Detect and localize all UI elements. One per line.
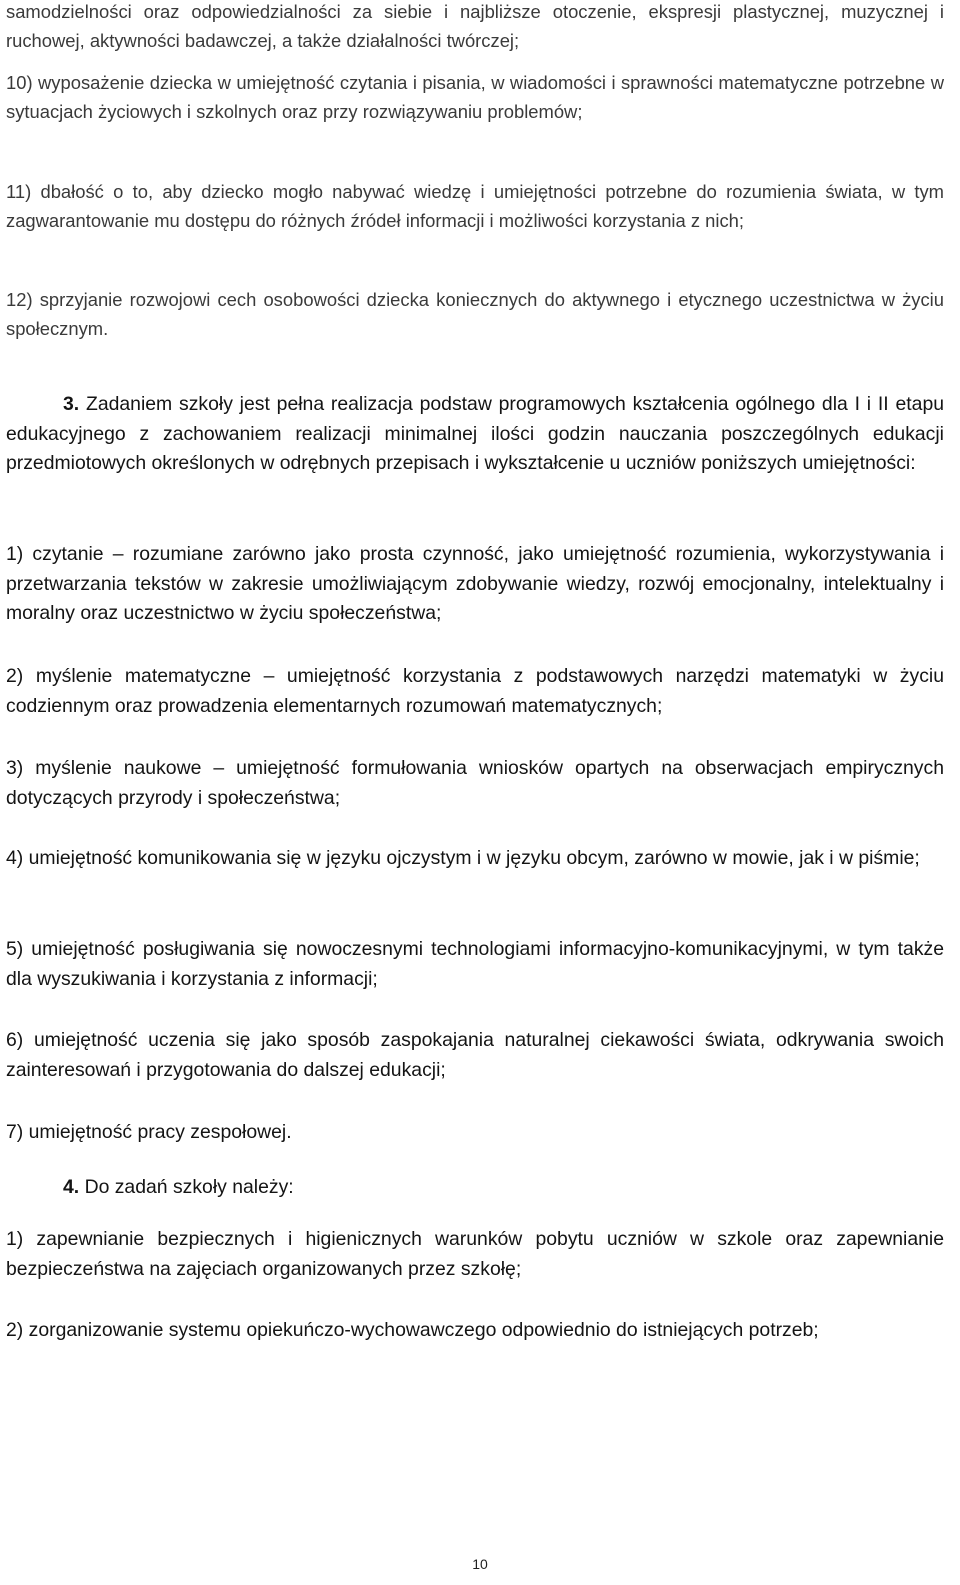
section-4-heading bbox=[6, 1173, 944, 1203]
skill-item-7: 7) umiejętność pracy zespołowej. bbox=[6, 1121, 292, 1143]
task-item-1: 1) zapewnianie bezpiecznych i higienicznych warunków pobytu uczniów w szkole oraz zapewnianie bezpieczeństwa na zajęciach organizowanych przez szkołę; bbox=[6, 1228, 944, 1280]
section-number-3: 3. bbox=[63, 393, 80, 415]
paragraph-continuation: samodzielności oraz odpowiedzialności za siebie i najbliższe otoczenie, ekspresji plastycznej, muzycznej i ruchowej, aktywności badawczej, a także działalności twórczej; bbox=[6, 1, 944, 51]
task-item-2: 2) zorganizowanie systemu opiekuńczo-wychowawczego odpowiednio do istniejących potrzeb; bbox=[6, 1319, 819, 1341]
section-4-text: Do zadań szkoły należy: bbox=[84, 1176, 294, 1198]
list-item-10: 10) wyposażenie dziecka w umiejętność czytania i pisania, w wiadomości i sprawności matematyczne potrzebne w sytuacjach życiowych i szkolnych oraz przy rozwiązywaniu problemów; bbox=[6, 72, 944, 122]
section-3-paragraph bbox=[6, 390, 944, 479]
section-number-4: 4. bbox=[63, 1176, 80, 1198]
skill-item-4: 4) umiejętność komunikowania się w języku ojczystym i w języku obcym, zarówno w mowie, jak i w piśmie; bbox=[6, 847, 920, 869]
skill-item-1: 1) czytanie – rozumiane zarówno jako prosta czynność, jako umiejętność rozumienia, wykorzystywania i przetwarzania tekstów w zakresie umożliwiającym zdobywanie wiedzy, rozwój emocjonalny, intelektualny i moralny oraz uczestnictwo w życiu społeczeństwa; bbox=[6, 543, 944, 624]
skill-item-5: 5) umiejętność posługiwania się nowoczesnymi technologiami informacyjno-komunikacyjnymi, w tym także dla wyszukiwania i korzystania z informacji; bbox=[6, 938, 944, 990]
skill-item-3: 3) myślenie naukowe – umiejętność formułowania wniosków opartych na obserwacjach empirycznych dotyczących przyrody i społeczeństwa; bbox=[6, 757, 944, 809]
skill-item-6: 6) umiejętność uczenia się jako sposób zaspokajania naturalnej ciekawości świata, odkrywania swoich zainteresowań i przygotowania do dalszej edukacji; bbox=[6, 1029, 944, 1081]
list-item-12: 12) sprzyjanie rozwojowi cech osobowości dziecka koniecznych do aktywnego i etycznego uczestnictwa w życiu społecznym. bbox=[6, 289, 944, 339]
page-number: 10 bbox=[472, 1556, 488, 1572]
list-item-11: 11) dbałość o to, aby dziecko mogło nabywać wiedzę i umiejętności potrzebne do rozumienia świata, w tym zagwarantowanie mu dostępu do różnych źródeł informacji i możliwości korzystania z nich; bbox=[6, 181, 944, 231]
skill-item-2: 2) myślenie matematyczne – umiejętność korzystania z podstawowych narzędzi matematyki w życiu codziennym oraz prowadzenia elementarnych rozumowań matematycznych; bbox=[6, 665, 944, 717]
section-3-text: Zadaniem szkoły jest pełna realizacja podstaw programowych kształcenia ogólnego dla I i II etapu edukacyjnego z zachowaniem realizacji minimalnej ilości godzin nauczania poszczególnych edukacji przedmiotowych określonych w odrębnych przepisach i wykształcenie u uczniów poniższych umiejętności: bbox=[6, 393, 945, 474]
